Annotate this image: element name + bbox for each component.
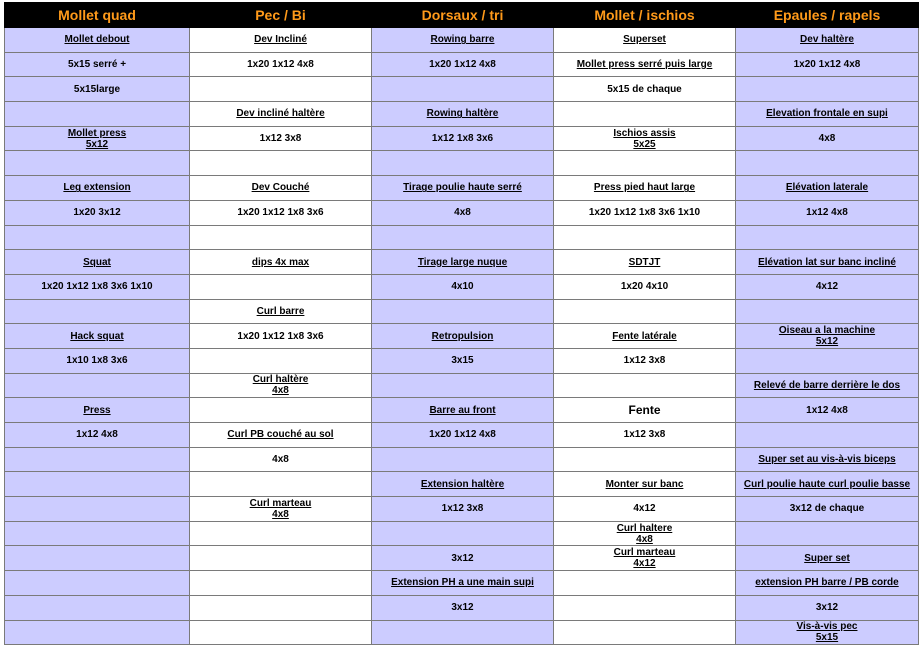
table-cell[interactable]	[736, 225, 919, 250]
table-cell[interactable]	[554, 571, 736, 596]
table-cell[interactable]: 4x8	[736, 126, 919, 151]
table-cell[interactable]: 1x20 1x12 1x8 3x6	[190, 200, 372, 225]
table-cell[interactable]: Extension PH a une main supi	[372, 571, 554, 596]
table-cell[interactable]	[5, 299, 190, 324]
table-cell[interactable]	[736, 151, 919, 176]
table-cell[interactable]: 5x15 serré +	[5, 52, 190, 77]
table-cell[interactable]	[372, 77, 554, 102]
table-cell[interactable]	[554, 373, 736, 398]
table-cell[interactable]: Rowing haltère	[372, 102, 554, 127]
table-cell[interactable]	[554, 595, 736, 620]
table-cell[interactable]	[372, 151, 554, 176]
table-cell[interactable]: 1x20 3x12	[5, 200, 190, 225]
workout-table	[4, 2, 919, 645]
table-cell[interactable]: Leg extension	[5, 176, 190, 201]
table-cell[interactable]: Vis-à-vis pec 5x15	[736, 620, 919, 645]
table-cell[interactable]: 1x12 1x8 3x6	[372, 126, 554, 151]
table-row	[5, 225, 919, 250]
table-cell[interactable]	[5, 225, 190, 250]
table-cell[interactable]	[190, 225, 372, 250]
table-cell[interactable]: Hack squat	[5, 324, 190, 349]
table-cell[interactable]: Elevation frontale en supi	[736, 102, 919, 127]
table-cell[interactable]	[190, 274, 372, 299]
table-cell[interactable]: Curl poulie haute curl poulie basse	[736, 472, 919, 497]
table-cell[interactable]: Press pied haut large	[554, 176, 736, 201]
table-cell[interactable]: 5x15 de chaque	[554, 77, 736, 102]
table-cell[interactable]: Retropulsion	[372, 324, 554, 349]
table-row	[5, 472, 919, 497]
table-cell[interactable]	[736, 348, 919, 373]
table-row	[5, 250, 919, 275]
table-cell[interactable]	[5, 521, 190, 546]
table-cell[interactable]: Dev incliné haltère	[190, 102, 372, 127]
table-cell[interactable]: 4x10	[372, 274, 554, 299]
table-cell[interactable]	[372, 225, 554, 250]
table-row	[5, 447, 919, 472]
table-cell[interactable]: 1x20 1x12 1x8 3x6	[190, 324, 372, 349]
table-cell[interactable]: Elévation laterale	[736, 176, 919, 201]
table-cell[interactable]	[5, 151, 190, 176]
table-cell[interactable]: 1x12 3x8	[190, 126, 372, 151]
table-row	[5, 274, 919, 299]
table-cell[interactable]	[554, 102, 736, 127]
table-cell[interactable]: Rowing barre	[372, 28, 554, 53]
table-cell[interactable]: 1x10 1x8 3x6	[5, 348, 190, 373]
table-cell[interactable]	[190, 571, 372, 596]
table-cell[interactable]	[554, 620, 736, 645]
table-cell[interactable]	[5, 571, 190, 596]
table-cell[interactable]: 4x12	[554, 497, 736, 522]
table-cell[interactable]: Curl haltere 4x8	[554, 521, 736, 546]
table-cell[interactable]	[5, 595, 190, 620]
table-cell[interactable]	[736, 521, 919, 546]
table-cell[interactable]: Dev Couché	[190, 176, 372, 201]
table-cell[interactable]: Ischios assis 5x25	[554, 126, 736, 151]
table-cell[interactable]: 4x8	[372, 200, 554, 225]
table-body	[5, 28, 919, 645]
table-cell[interactable]: 1x20 1x12 4x8	[372, 423, 554, 448]
table-cell[interactable]	[190, 348, 372, 373]
table-cell[interactable]: Tirage poulie haute serré	[372, 176, 554, 201]
table-cell[interactable]: 1x20 1x12 4x8	[736, 52, 919, 77]
table-cell[interactable]	[190, 77, 372, 102]
table-cell[interactable]	[554, 225, 736, 250]
column-header-pec-bi[interactable]: Pec / Bi	[190, 3, 372, 28]
column-header-dorsaux-tri[interactable]: Dorsaux / tri	[372, 3, 554, 28]
table-cell[interactable]: 1x12 4x8	[736, 398, 919, 423]
table-cell[interactable]: dips 4x max	[190, 250, 372, 275]
column-header-mollet-ischios[interactable]: Mollet / ischios	[554, 3, 736, 28]
table-row	[5, 348, 919, 373]
table-cell[interactable]: 3x12	[372, 546, 554, 571]
table-cell[interactable]: 1x20 4x10	[554, 274, 736, 299]
header-row	[5, 3, 919, 28]
table-cell[interactable]	[190, 620, 372, 645]
table-cell[interactable]: Extension haltère	[372, 472, 554, 497]
table-cell[interactable]	[554, 299, 736, 324]
table-cell[interactable]: 1x12 3x8	[554, 348, 736, 373]
table-cell[interactable]: Mollet press 5x12	[5, 126, 190, 151]
table-cell[interactable]	[5, 620, 190, 645]
table-cell[interactable]: Press	[5, 398, 190, 423]
table-cell[interactable]: 1x20 1x12 1x8 3x6 1x10	[5, 274, 190, 299]
table-cell[interactable]: Super set au vis-à-vis biceps	[736, 447, 919, 472]
table-row	[5, 299, 919, 324]
table-row	[5, 571, 919, 596]
table-cell[interactable]: SDTJT	[554, 250, 736, 275]
table-cell[interactable]	[190, 472, 372, 497]
table-cell[interactable]: 4x8	[190, 447, 372, 472]
table-row	[5, 28, 919, 53]
table-cell[interactable]: Mollet press serré puis large	[554, 52, 736, 77]
table-cell[interactable]: Dev Incliné	[190, 28, 372, 53]
column-header-epaules-rapels[interactable]: Epaules / rapels	[736, 3, 919, 28]
table-cell[interactable]	[190, 398, 372, 423]
table-cell[interactable]: Dev haltère	[736, 28, 919, 53]
table-cell[interactable]: Mollet debout	[5, 28, 190, 53]
table-cell[interactable]: Curl PB couché au sol	[190, 423, 372, 448]
table-cell[interactable]: 1x20 1x12 4x8	[190, 52, 372, 77]
table-row	[5, 151, 919, 176]
table-cell[interactable]	[5, 472, 190, 497]
table-row	[5, 126, 919, 151]
table-cell[interactable]: Curl marteau 4x8	[190, 497, 372, 522]
table-cell[interactable]: extension PH barre / PB corde	[736, 571, 919, 596]
table-row	[5, 324, 919, 349]
table-cell[interactable]: Curl barre	[190, 299, 372, 324]
table-row	[5, 497, 919, 522]
table-cell[interactable]	[5, 546, 190, 571]
table-cell[interactable]	[736, 423, 919, 448]
table-cell[interactable]: 3x12	[736, 595, 919, 620]
table-cell[interactable]	[190, 595, 372, 620]
table-cell[interactable]	[372, 447, 554, 472]
table-row	[5, 176, 919, 201]
table-cell[interactable]: 1x12 3x8	[372, 497, 554, 522]
table-cell[interactable]: 1x20 1x12 4x8	[372, 52, 554, 77]
table-row	[5, 423, 919, 448]
table-row	[5, 398, 919, 423]
table-row	[5, 52, 919, 77]
table-cell[interactable]	[736, 77, 919, 102]
table-cell[interactable]: Fente latérale	[554, 324, 736, 349]
table-cell[interactable]: Elévation lat sur banc incliné	[736, 250, 919, 275]
table-cell[interactable]: Barre au front	[372, 398, 554, 423]
table-cell[interactable]	[554, 151, 736, 176]
table-cell[interactable]	[190, 521, 372, 546]
table-cell[interactable]: Fente	[554, 398, 736, 423]
table-cell[interactable]: 1x12 3x8	[554, 423, 736, 448]
table-cell[interactable]	[190, 546, 372, 571]
table-cell[interactable]: 4x12	[736, 274, 919, 299]
table-cell[interactable]: 1x12 4x8	[736, 200, 919, 225]
table-row	[5, 521, 919, 546]
table-row	[5, 102, 919, 127]
table-row	[5, 77, 919, 102]
table-cell[interactable]: 3x15	[372, 348, 554, 373]
table-cell[interactable]: 1x12 4x8	[5, 423, 190, 448]
table-cell[interactable]	[372, 620, 554, 645]
table-row	[5, 546, 919, 571]
table-row	[5, 620, 919, 645]
table-cell[interactable]	[372, 373, 554, 398]
table-cell[interactable]: Squat	[5, 250, 190, 275]
table-cell[interactable]	[5, 447, 190, 472]
table-cell[interactable]	[372, 521, 554, 546]
table-cell[interactable]: 3x12 de chaque	[736, 497, 919, 522]
table-cell[interactable]	[736, 299, 919, 324]
table-row	[5, 200, 919, 225]
column-header-mollet-quad[interactable]: Mollet quad	[5, 3, 190, 28]
table-cell[interactable]: 5x15large	[5, 77, 190, 102]
table-cell[interactable]: Tirage large nuque	[372, 250, 554, 275]
table-cell[interactable]	[190, 151, 372, 176]
table-row	[5, 595, 919, 620]
table-cell[interactable]	[5, 373, 190, 398]
table-cell[interactable]: Superset	[554, 28, 736, 53]
table-cell[interactable]: Super set	[736, 546, 919, 571]
table-cell[interactable]	[372, 299, 554, 324]
table-cell[interactable]: Oiseau a la machine 5x12	[736, 324, 919, 349]
table-cell[interactable]: 3x12	[372, 595, 554, 620]
table-cell[interactable]	[5, 497, 190, 522]
table-cell[interactable]: Relevé de barre derrière le dos	[736, 373, 919, 398]
table-cell[interactable]: 1x20 1x12 1x8 3x6 1x10	[554, 200, 736, 225]
table-row	[5, 373, 919, 398]
table-cell[interactable]	[554, 447, 736, 472]
table-cell[interactable]: Curl haltère 4x8	[190, 373, 372, 398]
table-cell[interactable]: Monter sur banc	[554, 472, 736, 497]
table-cell[interactable]: Curl marteau 4x12	[554, 546, 736, 571]
table-cell[interactable]	[5, 102, 190, 127]
